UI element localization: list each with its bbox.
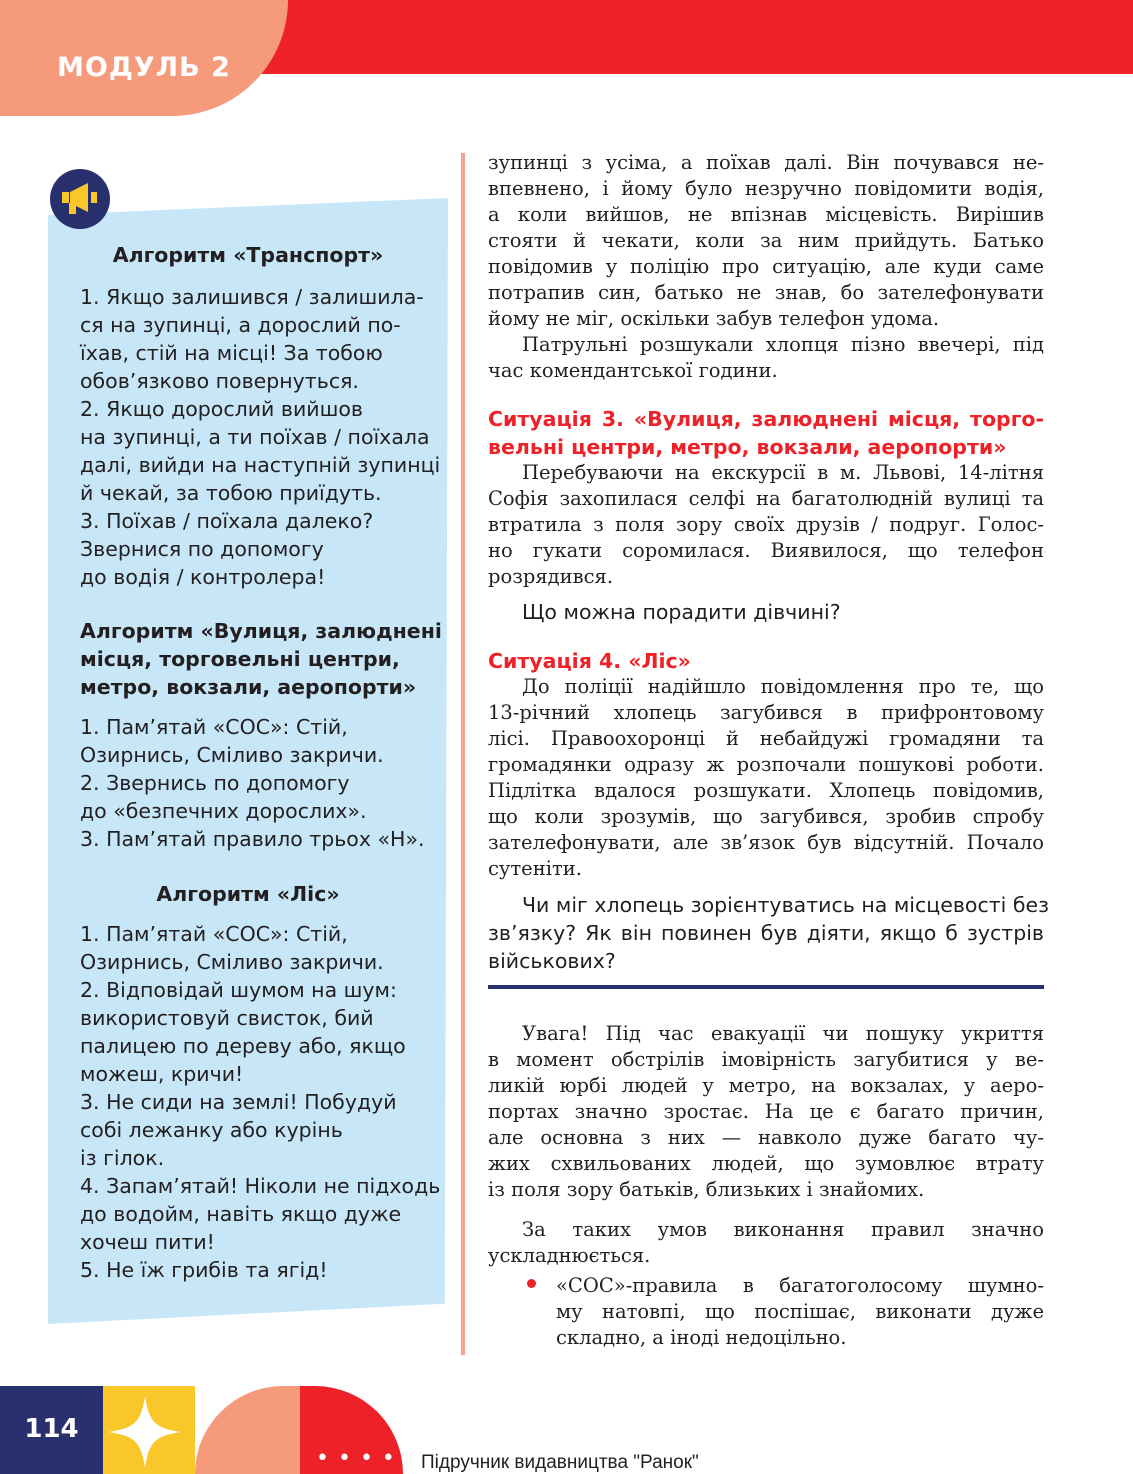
- question-line: зв’язку? Як він повинен був діяти, якщо б зустрів: [488, 921, 1044, 945]
- algorithm-transport-steps: [80, 283, 440, 591]
- algorithm-line: 4. Запам’ятай! Ніколи не підходь: [80, 1174, 441, 1198]
- text-line: йому не міг, оскільки забув телефон удома.: [488, 307, 940, 330]
- algorithm-title-line: місця, торговельні центри,: [80, 647, 400, 671]
- algorithm-line: далі, вийди на наступній зупинці: [80, 453, 441, 477]
- text-line: а коли вийшов, не впізнав місцевість. Вирішив: [488, 203, 1044, 226]
- text-line: сутеніти.: [488, 857, 582, 880]
- algorithm-street-steps: [80, 713, 440, 853]
- algorithm-line: ся на зупинці, а дорослий по-: [80, 313, 401, 337]
- algorithm-line: 1. Пам’ятай «СОС»: Стій,: [80, 715, 348, 739]
- bullet-dot-icon: [527, 1279, 536, 1288]
- situation-3-text: [488, 460, 1044, 590]
- text-line: стояти й чекати, коли за ним прийдуть. Батько: [488, 229, 1044, 252]
- situation-4-text: [488, 674, 1044, 882]
- text-line: «СОС»-правила в багатоголосому шумно-: [556, 1274, 1044, 1297]
- question-line: Чи міг хлопець зорієнтуватись на місцевості без: [522, 893, 1050, 917]
- story-paragraph: [488, 150, 1044, 332]
- algorithm-street-title: [80, 617, 442, 701]
- text-line: му натовпі, що поспішає, виконати дуже: [556, 1300, 1044, 1323]
- text-line: що коли зрозумів, що загубився, зробив спробу: [488, 805, 1044, 828]
- page-number: 114: [24, 1414, 79, 1444]
- text-line: Підлітка вдалося розшукати. Хлопець повідомив,: [488, 779, 1044, 802]
- publisher-credit: Підручник видавництва "Ранок": [421, 1452, 699, 1473]
- algorithm-line: хочеш пити!: [80, 1230, 215, 1254]
- algorithm-line: із гілок.: [80, 1146, 165, 1170]
- question-line: Що можна порадити дівчині?: [522, 600, 841, 624]
- title-line: Ситуація 3. «Вулиця, залюднені місця, торго-: [488, 407, 1044, 431]
- section-divider: [488, 985, 1044, 989]
- algorithm-line: 1. Пам’ятай «СОС»: Стій,: [80, 922, 348, 946]
- algorithm-line: палицею по дереву або, якщо: [80, 1034, 406, 1058]
- algorithm-line: їхав, стій на місці! За тобою: [80, 341, 383, 365]
- text-line: Патрульні розшукали хлопця пізно ввечері, під: [522, 333, 1044, 356]
- text-line: но гукати соромилася. Виявилося, що телефон: [488, 539, 1044, 562]
- text-line: ликій юрбі людей у метро, на вокзалах, у аеро-: [488, 1074, 1044, 1097]
- algorithm-line: Звернися по допомогу: [80, 537, 324, 561]
- algorithm-line: 3. Поїхав / поїхала далеко?: [80, 509, 374, 533]
- text-line: в момент обстрілів імовірність загубитися у ве-: [488, 1048, 1044, 1071]
- algorithm-line: собі лежанку або курінь: [80, 1118, 343, 1142]
- text-line: потрапив син, батько не знав, бо зателефонувати: [488, 281, 1044, 304]
- algorithm-line: можеш, кричи!: [80, 1062, 244, 1086]
- story-conclusion: [488, 332, 1044, 384]
- algorithm-title-line: Алгоритм «Вулиця, залюднені: [80, 619, 442, 643]
- question-line: військових?: [488, 949, 616, 973]
- text-line: розрядився.: [488, 565, 614, 588]
- algorithm-line: Озирнись, Сміливо закричи.: [80, 743, 384, 767]
- algorithm-forest-steps: [80, 920, 440, 1284]
- megaphone-icon: [50, 169, 110, 229]
- text-line: повідомив у поліцію про ситуацію, але куди саме: [488, 255, 1044, 278]
- text-line: складно, а іноді недоцільно.: [556, 1326, 847, 1349]
- algorithm-line: на зупинці, а ти поїхав / поїхала: [80, 425, 430, 449]
- algorithm-line: 2. Звернись по допомогу: [80, 771, 350, 795]
- text-line: зупинці з усіма, а поїхав далі. Він почувався не-: [488, 151, 1044, 174]
- text-line: За таких умов виконання правил значно: [522, 1218, 1044, 1241]
- text-line: Софія захопилася селфі на багатолюдній вулиці та: [488, 487, 1044, 510]
- text-line: зателефонувати, але зв’язок був відсутній. Почало: [488, 831, 1044, 854]
- situation-4-title: [488, 647, 1044, 675]
- algorithm-line: до водія / контролера!: [80, 565, 326, 589]
- text-line: Увага! Під час евакуації чи пошуку укриття: [522, 1022, 1044, 1045]
- text-line: впевнено, і йому було незручно повідомити водія,: [488, 177, 1044, 200]
- text-line: портах значно зростає. На це є багато причин,: [488, 1100, 1044, 1123]
- footer-yellow-block: [103, 1386, 195, 1474]
- algorithm-line: 1. Якщо залишився / залишила-: [80, 285, 424, 309]
- footer-peach-block: [195, 1386, 303, 1474]
- algorithm-line: до «безпечних дорослих».: [80, 799, 367, 823]
- column-divider: [461, 153, 465, 1355]
- title-line: вельні центри, метро, вокзали, аеропорти»: [488, 435, 1007, 459]
- text-line: 13-річний хлопець загубився в прифронтовому: [488, 701, 1044, 724]
- text-line: але основна з них — навколо дуже багато чу-: [488, 1126, 1044, 1149]
- conditions-paragraph: [488, 1217, 1044, 1269]
- situation-3-question: [488, 598, 1044, 626]
- module-label: МОДУЛЬ 2: [57, 52, 231, 83]
- header-red-band: [230, 0, 1133, 74]
- algorithm-line: 2. Відповідай шумом на шум:: [80, 978, 397, 1002]
- text-line: До поліції надійшло повідомлення про те, що: [522, 675, 1044, 698]
- algorithm-forest-title: Алгоритм «Ліс»: [156, 882, 340, 906]
- text-line: лісі. Правоохоронці й небайдужі громадяни та: [488, 727, 1044, 750]
- text-line: із поля зору батьків, близьких і знайомих.: [488, 1178, 925, 1201]
- footer-dots-icon: ••••: [316, 1446, 404, 1471]
- algorithm-line: використовуй свисток, бий: [80, 1006, 374, 1030]
- algorithm-transport-title: Алгоритм «Транспорт»: [112, 243, 384, 267]
- algorithm-line: 5. Не їж грибів та ягід!: [80, 1258, 328, 1282]
- algorithm-line: до водойм, навіть якщо дуже: [80, 1202, 402, 1226]
- situation-4-question: [488, 891, 1050, 975]
- text-line: Перебуваючи на екскурсії в м. Львові, 14-літня: [522, 461, 1044, 484]
- text-line: громадянки одразу ж розпочали пошукові роботи.: [488, 753, 1044, 776]
- title-line: Ситуація 4. «Ліс»: [488, 649, 691, 673]
- algorithm-line: Озирнись, Сміливо закричи.: [80, 950, 384, 974]
- text-line: ускладнюється.: [488, 1244, 651, 1267]
- algorithm-line: обов’язково повернуться.: [80, 369, 359, 393]
- algorithm-line: 2. Якщо дорослий вийшов: [80, 397, 363, 421]
- algorithm-line: 3. Не сиди на землі! Побудуй: [80, 1090, 397, 1114]
- text-line: втратила з поля зору своїх друзів / подруг. Голос-: [488, 513, 1044, 536]
- algorithm-title-line: метро, вокзали, аеропорти»: [80, 675, 417, 699]
- text-line: жих схвильованих людей, що зумовлює втрату: [488, 1152, 1044, 1175]
- algorithm-line: й чекай, за тобою приїдуть.: [80, 481, 382, 505]
- situation-3-title: [488, 405, 1044, 461]
- attention-paragraph: [488, 1021, 1044, 1203]
- text-line: час комендантської години.: [488, 359, 778, 382]
- bullet-item: [556, 1273, 1044, 1351]
- algorithm-line: 3. Пам’ятай правило трьох «Н».: [80, 827, 425, 851]
- sparkle-star-icon: [103, 1386, 195, 1474]
